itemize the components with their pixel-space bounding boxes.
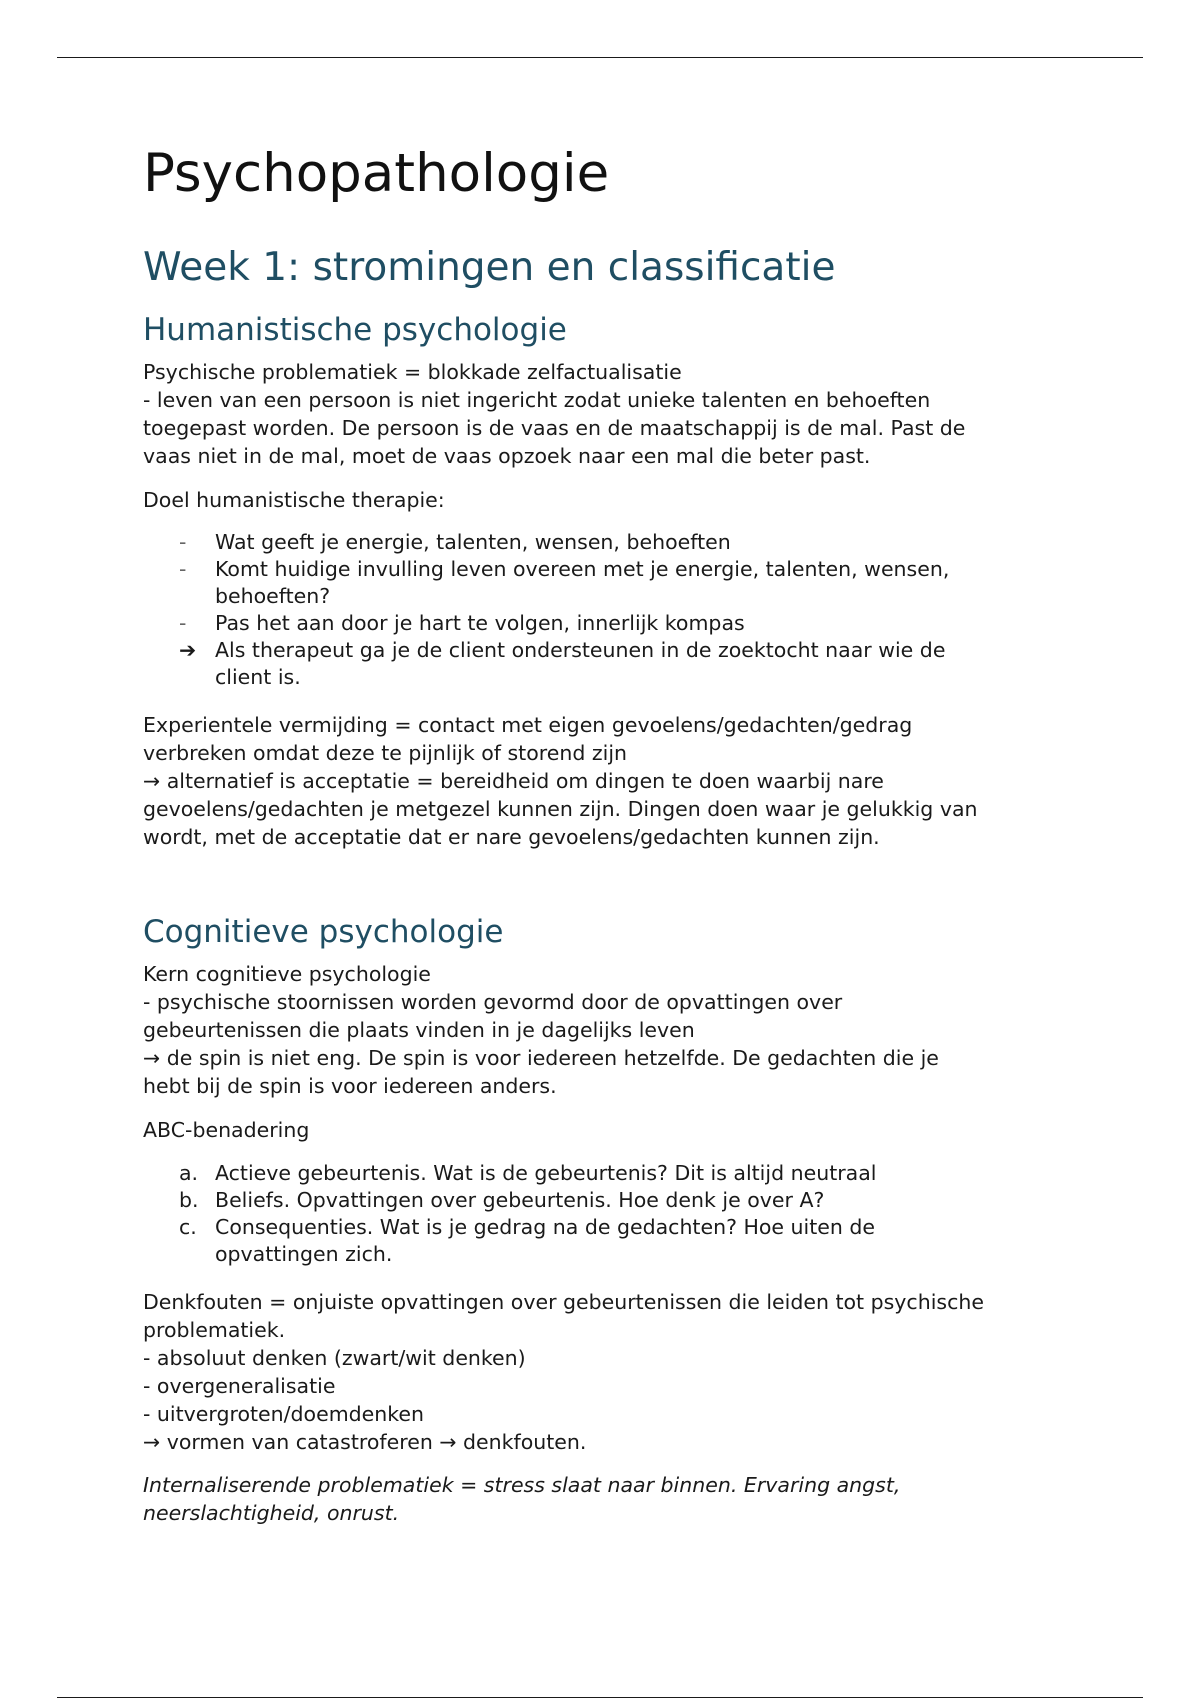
text-line: problematiek. — [143, 1318, 286, 1342]
text-line: Denkfouten = onjuiste opvattingen over gebeurtenissen die leiden tot psychische — [143, 1290, 984, 1314]
abc-label: ABC-benadering — [143, 1118, 310, 1142]
list-marker: b. — [179, 1188, 199, 1212]
list-item: - Pas het aan door je hart te volgen, innerlijk kompas — [179, 611, 745, 635]
text-line: neerslachtigheid, onrust. — [143, 1501, 400, 1525]
text-line: - overgeneralisatie — [143, 1374, 336, 1398]
dash-bullet: - — [179, 557, 187, 581]
text-line: - uitvergroten/doemdenken — [143, 1402, 425, 1426]
text-line: → alternatief is acceptatie = bereidheid om dingen te doen waarbij nare — [143, 769, 884, 793]
week-heading: Week 1: stromingen en classificatie — [143, 245, 836, 290]
arrow-bullet-icon: ➔ — [179, 638, 197, 662]
text-line: toegepast worden. De persoon is de vaas en de maatschappij is de mal. Past de — [143, 416, 966, 440]
list-marker: c. — [179, 1215, 197, 1239]
text-line: wordt, met de acceptatie dat er nare gevoelens/gedachten kunnen zijn. — [143, 825, 880, 849]
text-line: Kern cognitieve psychologie — [143, 962, 431, 986]
abc-list — [143, 1160, 1063, 1268]
list-item: c. Consequenties. Wat is je gedrag na de gedachten? Hoe uiten de opvattingen zich. — [179, 1215, 876, 1266]
goal-list — [143, 529, 1063, 691]
goal-label: Doel humanistische therapie: — [143, 488, 445, 512]
top-rule — [57, 57, 1143, 58]
list-item: ➔ Als therapeut ga je de client ondersteunen in de zoektocht naar wie de client is. — [179, 638, 946, 689]
dash-bullet: - — [179, 611, 187, 635]
cognitive-paragraph-3 — [143, 1471, 1063, 1527]
text-line: verbreken omdat deze te pijnlijk of storend zijn — [143, 741, 628, 765]
list-item: - Komt huidige invulling leven overeen met je energie, talenten, wensen, behoeften? — [179, 557, 950, 608]
text-line: - psychische stoornissen worden gevormd door de opvattingen over — [143, 990, 843, 1014]
bottom-rule — [57, 1697, 1143, 1698]
text-line: - leven van een persoon is niet ingericht zodat unieke talenten en behoeften — [143, 388, 931, 412]
humanistic-heading: Humanistische psychologie — [143, 312, 567, 348]
list-item: - Wat geeft je energie, talenten, wensen, behoeften — [179, 530, 731, 554]
text-line: Internaliserende problematiek = stress slaat naar binnen. Ervaring angst, — [143, 1473, 901, 1497]
text-line: → de spin is niet eng. De spin is voor iedereen hetzelfde. De gedachten die je — [143, 1046, 939, 1070]
text-line: → vormen van catastroferen → denkfouten. — [143, 1430, 587, 1454]
cognitive-paragraph-2 — [143, 1288, 1063, 1456]
document-title: Psychopathologie — [143, 143, 610, 204]
cognitive-paragraph-1 — [143, 960, 1063, 1100]
text-line: hebt bij de spin is voor iedereen anders. — [143, 1074, 557, 1098]
list-item: b. Beliefs. Opvattingen over gebeurtenis. Hoe denk je over A? — [179, 1188, 825, 1212]
humanistic-paragraph-2 — [143, 711, 1063, 851]
text-line: Psychische problematiek = blokkade zelfactualisatie — [143, 360, 682, 384]
list-marker: a. — [179, 1161, 199, 1185]
text-line: Experientele vermijding = contact met eigen gevoelens/gedachten/gedrag — [143, 713, 913, 737]
cognitive-heading: Cognitieve psychologie — [143, 914, 504, 950]
text-line: vaas niet in de mal, moet de vaas opzoek naar een mal die beter past. — [143, 444, 871, 468]
text-line: gevoelens/gedachten je metgezel kunnen zijn. Dingen doen waar je gelukkig van — [143, 797, 978, 821]
dash-bullet: - — [179, 530, 187, 554]
document-body — [143, 138, 1063, 1525]
list-item: a. Actieve gebeurtenis. Wat is de gebeurtenis? Dit is altijd neutraal — [179, 1161, 877, 1185]
text-line: - absoluut denken (zwart/wit denken) — [143, 1346, 526, 1370]
humanistic-paragraph-1 — [143, 358, 1063, 470]
text-line: gebeurtenissen die plaats vinden in je dagelijks leven — [143, 1018, 695, 1042]
